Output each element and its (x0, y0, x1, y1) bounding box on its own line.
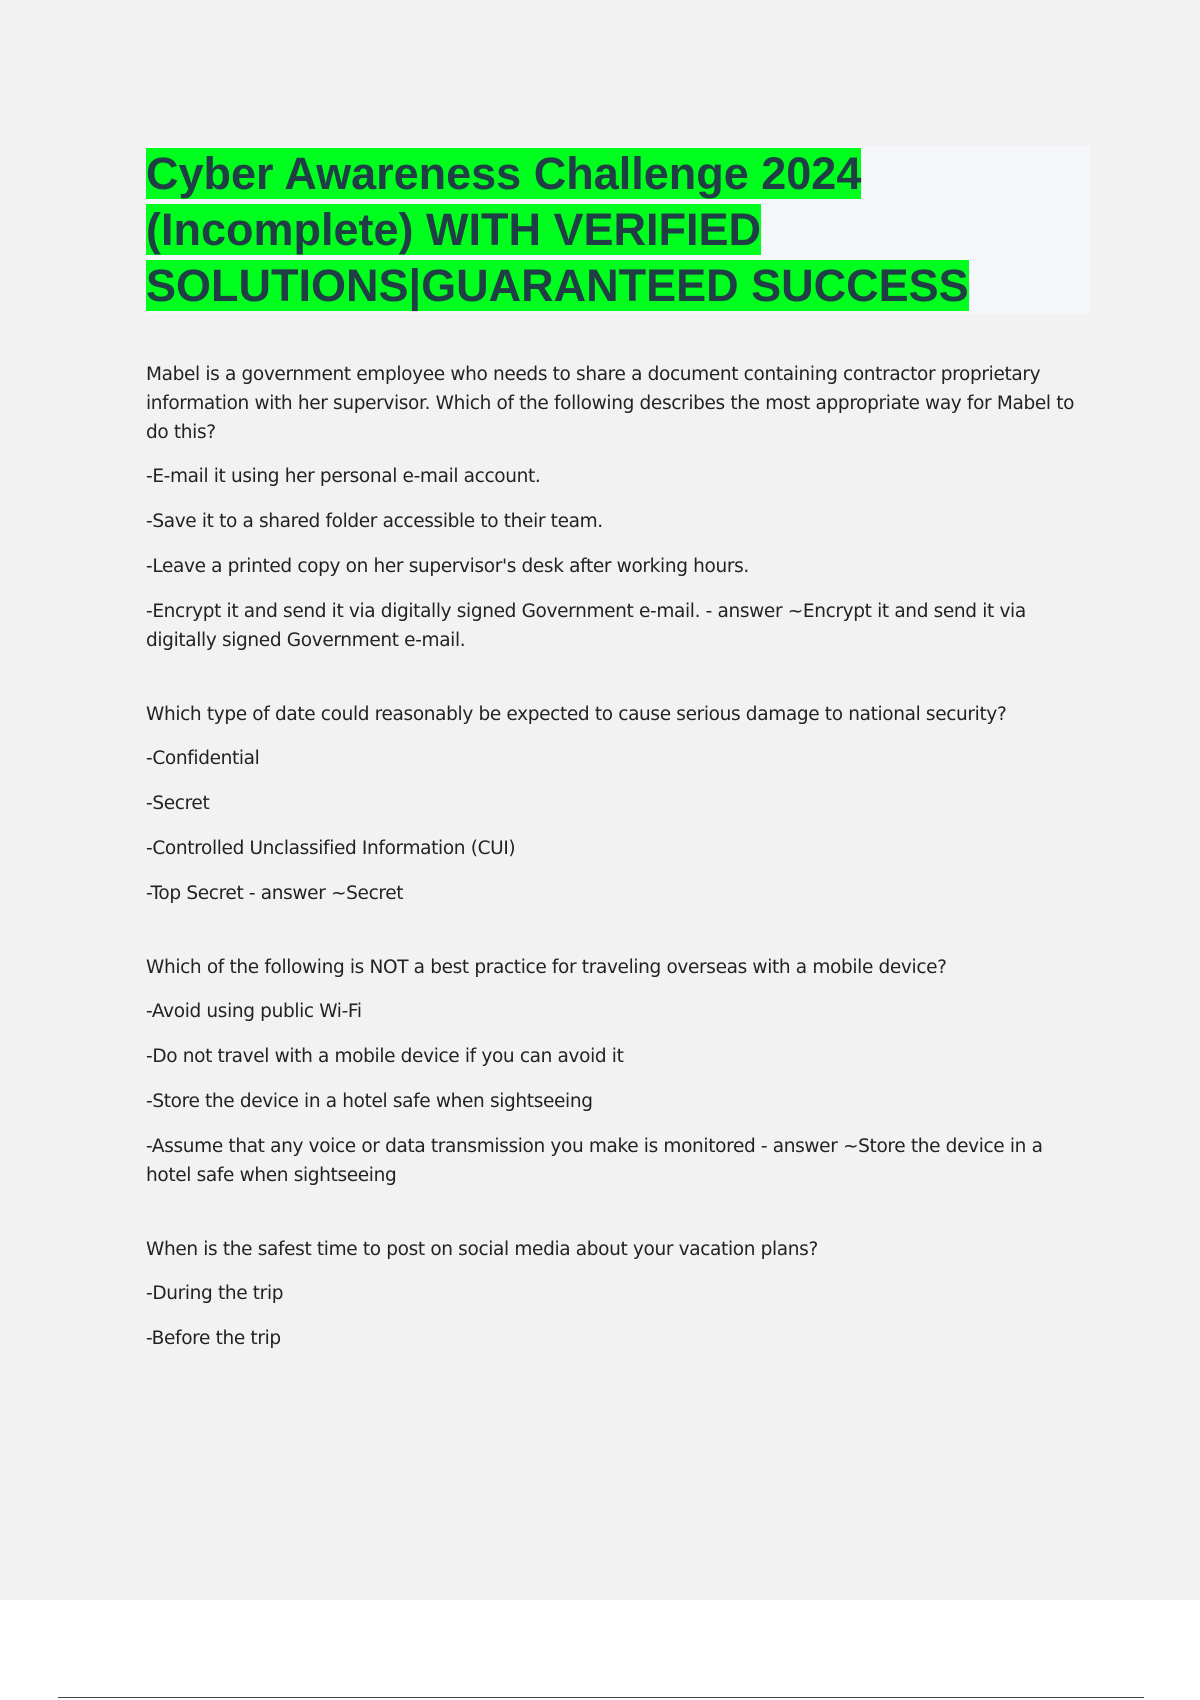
answer-option: -Do not travel with a mobile device if you can avoid it (146, 1046, 624, 1067)
title-box (146, 146, 1090, 314)
question-block-3 (146, 953, 1090, 1190)
answer-option: -Assume that any voice or data transmission you make is monitored - answer ~Store the device in a hotel safe when sightseeing (146, 1136, 1043, 1186)
question-text: Which type of date could reasonably be expected to cause serious damage to national security? (146, 704, 1007, 725)
footer-divider (58, 1697, 1144, 1698)
answer-option: -Controlled Unclassified Information (CUI) (146, 838, 516, 859)
document-title (146, 146, 1090, 314)
question-block-2 (146, 700, 1090, 908)
question-text: Which of the following is NOT a best practice for traveling overseas with a mobile device? (146, 957, 947, 978)
answer-option: -Confidential (146, 748, 260, 769)
answer-option: -Store the device in a hotel safe when sightseeing (146, 1091, 593, 1112)
answer-option: -E-mail it using her personal e-mail account. (146, 466, 541, 487)
answer-option: -Encrypt it and send it via digitally signed Government e-mail. - answer ~Encrypt it and send it via digitally signed Government e-mail. (146, 601, 1026, 651)
answer-option: -Top Secret - answer ~Secret (146, 883, 404, 904)
question-text: When is the safest time to post on social media about your vacation plans? (146, 1239, 818, 1260)
question-block-4 (146, 1235, 1090, 1353)
answer-option: -Leave a printed copy on her supervisor's desk after working hours. (146, 556, 749, 577)
question-block-1 (146, 360, 1090, 655)
answer-option: -During the trip (146, 1283, 284, 1304)
question-text: Mabel is a government employee who needs to share a document containing contractor proprietary information with her supervisor. Which of the following describes the most appropriate way for Mabel to do this? (146, 364, 1075, 443)
answer-option: -Avoid using public Wi-Fi (146, 1001, 362, 1022)
answer-option: -Secret (146, 793, 210, 814)
title-highlight: Cyber Awareness Challenge 2024 (Incomplete) WITH VERIFIED SOLUTIONS|GUARANTEED SUCCESS (146, 148, 969, 311)
question-list (146, 360, 1090, 1353)
answer-option: -Before the trip (146, 1328, 281, 1349)
page-content (146, 146, 1090, 1398)
answer-option: -Save it to a shared folder accessible to their team. (146, 511, 603, 532)
